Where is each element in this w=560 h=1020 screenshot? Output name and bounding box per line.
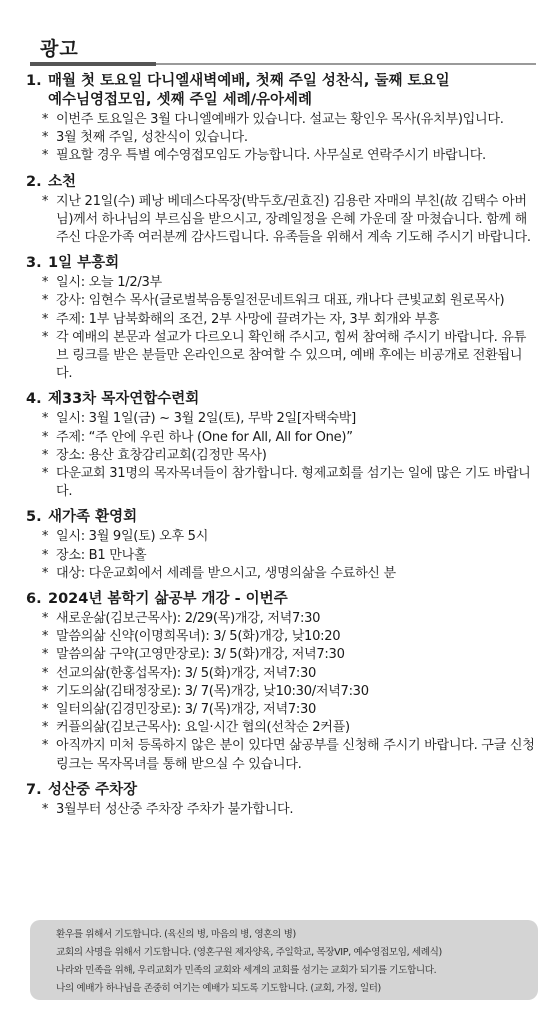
- asterisk-bullet-icon: *: [41, 801, 49, 817]
- list-item-text: 필요할 경우 특별 예수영접모임도 가능합니다. 사무실로 연락주시기 바랍니다.: [56, 148, 486, 164]
- list-item: [26, 147, 536, 165]
- list-item-text: 이번주 토요일은 3월 다니엘예배가 있습니다. 설교는 황인우 목사(유치부)입니다.: [56, 112, 504, 127]
- asterisk-bullet-icon: *: [41, 148, 49, 164]
- section-title-line: 새가족 환영회: [48, 509, 138, 526]
- section-title-line: 성산중 주차장: [48, 781, 138, 798]
- announcement-section: [26, 781, 536, 819]
- announcement-section: [26, 72, 536, 166]
- asterisk-bullet-icon: *: [41, 565, 49, 581]
- section-items: [26, 410, 536, 501]
- section-title-line: 매월 첫 토요일 다니엘새벽예배, 첫째 주일 성찬식, 둘째 토요일: [48, 73, 450, 89]
- list-item-text: 일시: 3월 1일(금) ~ 3월 2일(토), 무박 2일[자택숙박]: [56, 411, 356, 427]
- list-item: [26, 547, 536, 565]
- asterisk-bullet-icon: *: [41, 329, 49, 345]
- list-item-text: 각 예배의 본문과 설교가 다르오니 확인해 주시고, 힘써 참여해 주시기 바랍니다. 유튜브 링크를 받은 분들만 온라인으로 참여할 수 있으며, 예배 후에는 비공개로 전환됩니다.: [56, 329, 527, 382]
- asterisk-bullet-icon: *: [41, 429, 49, 445]
- section-heading: [26, 72, 536, 110]
- asterisk-bullet-icon: *: [41, 611, 49, 627]
- list-item: [26, 683, 536, 701]
- list-item: [26, 719, 536, 737]
- asterisk-bullet-icon: *: [41, 665, 49, 681]
- list-item-text: 말씀의삶 신약(이명희목녀): 3/ 5(화)개강, 낮10:20: [56, 629, 341, 645]
- list-item: [26, 111, 536, 129]
- title-underline-dark: [30, 62, 156, 66]
- section-heading: [26, 508, 536, 527]
- section-title-line: 예수님영접모임, 셋째 주일 세례/유아세례: [48, 92, 313, 108]
- list-item-text: 말씀의삶 구약(고영만장로): 3/ 5(화)개강, 저녁7:30: [56, 647, 345, 663]
- section-title: [48, 590, 536, 609]
- list-item: [26, 129, 536, 147]
- section-title-line: 1일 부흥회: [48, 255, 120, 272]
- announcement-list: [26, 72, 536, 826]
- list-item: [26, 447, 536, 465]
- list-item: [26, 410, 536, 428]
- list-item-text: 3월부터 성산중 주차장 주차가 불가합니다.: [56, 801, 294, 817]
- prayer-box: [30, 920, 538, 1000]
- asterisk-bullet-icon: *: [41, 683, 49, 699]
- list-item: [26, 274, 536, 292]
- section-items: [26, 610, 536, 774]
- prayer-line: 나의 예배가 하나님을 존중히 여기는 예배가 되도록 기도합니다. (교회, 가정, 일터): [56, 983, 381, 994]
- list-item-text: 일터의삶(김경민장로): 3/ 7(목)개강, 저녁7:30: [56, 702, 317, 718]
- list-item: [26, 329, 536, 384]
- list-item-text: 대상: 다운교회에서 세례를 받으시고, 생명의삶을 수료하신 분: [56, 565, 396, 581]
- page-title: 광고: [40, 38, 79, 60]
- section-title: [48, 173, 536, 192]
- section-heading: [26, 173, 536, 192]
- list-item-text: 기도의삶(김태정장로): 3/ 7(목)개강, 낮10:30/저녁7:30: [56, 683, 369, 699]
- asterisk-bullet-icon: *: [41, 130, 49, 146]
- asterisk-bullet-icon: *: [41, 629, 49, 645]
- section-title: [48, 254, 536, 273]
- asterisk-bullet-icon: *: [41, 275, 49, 291]
- section-heading: [26, 781, 536, 800]
- list-item: [26, 610, 536, 628]
- list-item-text: 선교의삶(한홍섭목자): 3/ 5(화)개강, 저녁7:30: [56, 665, 317, 681]
- list-item: [26, 565, 536, 583]
- list-item: [26, 429, 536, 447]
- list-item: [26, 528, 536, 546]
- section-number: 5.: [26, 509, 42, 526]
- list-item-text: 주제: 1부 남북화해의 조건, 2부 사망에 끌려가는 자, 3부 회개와 부흥: [56, 311, 440, 327]
- list-item-text: 장소: B1 만나홀: [56, 547, 147, 563]
- asterisk-bullet-icon: *: [41, 466, 49, 482]
- section-heading: [26, 390, 536, 409]
- list-item: [26, 193, 536, 248]
- section-title-line: 소천: [48, 173, 77, 190]
- section-items: [26, 528, 536, 583]
- list-item: [26, 701, 536, 719]
- section-title: [48, 781, 536, 800]
- list-item: [26, 465, 536, 501]
- prayer-line: 나라와 민족을 위해, 우리교회가 민족의 교회와 세계의 교회를 섬기는 교회가 되기를 기도합니다.: [56, 965, 437, 976]
- section-number: 1.: [26, 73, 42, 89]
- list-item: [26, 737, 536, 773]
- list-item-text: 지난 21일(수) 페낭 베데스다목장(박두호/권효진) 김용란 자매의 부친(故 김택수 아버님)께서 하나님의 부르심을 받으시고, 장례일정을 은혜 가운데 잘 마쳤습니다. 함께 해주신 다운가족 여러분께 감사드립니다. 유족들을 위해서 계속 기도해 주시기 바랍니다.: [56, 193, 531, 246]
- list-item-text: 장소: 용산 효창감리교회(김정만 목사): [56, 447, 267, 463]
- asterisk-bullet-icon: *: [41, 529, 49, 545]
- asterisk-bullet-icon: *: [41, 411, 49, 427]
- section-number: 3.: [26, 255, 42, 272]
- list-item-text: 아직까지 미처 등록하지 않은 분이 있다면 삶공부를 신청해 주시기 바랍니다. 구글 신청링크는 목자목녀를 통해 받으실 수 있습니다.: [56, 738, 535, 772]
- list-item-text: 주제: “주 안에 우린 하나 (One for All, All for One)”: [56, 429, 353, 445]
- list-item-text: 새로운삶(김보근목사): 2/29(목)개강, 저녁7:30: [56, 611, 321, 627]
- section-items: [26, 274, 536, 383]
- asterisk-bullet-icon: *: [41, 311, 49, 327]
- list-item-text: 일시: 3월 9일(토) 오후 5시: [56, 529, 209, 545]
- section-heading: [26, 590, 536, 609]
- section-number: 4.: [26, 391, 42, 408]
- asterisk-bullet-icon: *: [41, 647, 49, 663]
- announcement-section: [26, 590, 536, 774]
- section-title-line: 2024년 봄학기 삶공부 개강 - 이번주: [48, 591, 288, 608]
- asterisk-bullet-icon: *: [41, 702, 49, 718]
- asterisk-bullet-icon: *: [41, 193, 49, 209]
- asterisk-bullet-icon: *: [41, 293, 49, 309]
- asterisk-bullet-icon: *: [41, 447, 49, 463]
- list-item: [26, 665, 536, 683]
- announcement-section: [26, 254, 536, 383]
- list-item-text: 다운교회 31명의 목자목녀들이 참가합니다. 형제교회를 섬기는 일에 많은 기도 바랍니다.: [56, 466, 531, 500]
- section-number: 6.: [26, 591, 42, 608]
- list-item-text: 커플의삶(김보근목사): 요일·시간 협의(선착순 2커플): [56, 720, 350, 736]
- section-items: [26, 193, 536, 248]
- section-items: [26, 111, 536, 166]
- asterisk-bullet-icon: *: [41, 547, 49, 563]
- section-heading: [26, 254, 536, 273]
- section-title: [48, 72, 536, 110]
- section-title: [48, 508, 536, 527]
- title-underline-light: [156, 63, 536, 65]
- list-item-text: 일시: 오늘 1/2/3부: [56, 275, 162, 291]
- list-item: [26, 801, 536, 819]
- asterisk-bullet-icon: *: [41, 112, 49, 127]
- section-items: [26, 801, 536, 819]
- section-title: [48, 390, 536, 409]
- list-item-text: 3월 첫째 주일, 성찬식이 있습니다.: [56, 130, 248, 146]
- asterisk-bullet-icon: *: [41, 720, 49, 736]
- prayer-line: 환우를 위해서 기도합니다. (육신의 병, 마음의 병, 영혼의 병): [56, 929, 296, 940]
- list-item: [26, 628, 536, 646]
- list-item: [26, 311, 536, 329]
- announcement-section: [26, 508, 536, 583]
- announcement-section: [26, 173, 536, 248]
- list-item: [26, 646, 536, 664]
- section-number: 7.: [26, 781, 42, 798]
- list-item: [26, 292, 536, 310]
- list-item-text: 강사: 임현수 목사(글로벌북음통일전문네트워크 대표, 캐나다 큰빛교회 원로목사): [56, 293, 505, 309]
- section-number: 2.: [26, 173, 42, 190]
- prayer-line: 교회의 사명을 위해서 기도합니다. (영혼구원 제자양육, 주일학교, 목장VIP, 예수영접모임, 세례식): [56, 947, 442, 958]
- announcement-section: [26, 390, 536, 501]
- section-title-line: 제33차 목자연합수련회: [48, 391, 200, 408]
- asterisk-bullet-icon: *: [41, 738, 49, 754]
